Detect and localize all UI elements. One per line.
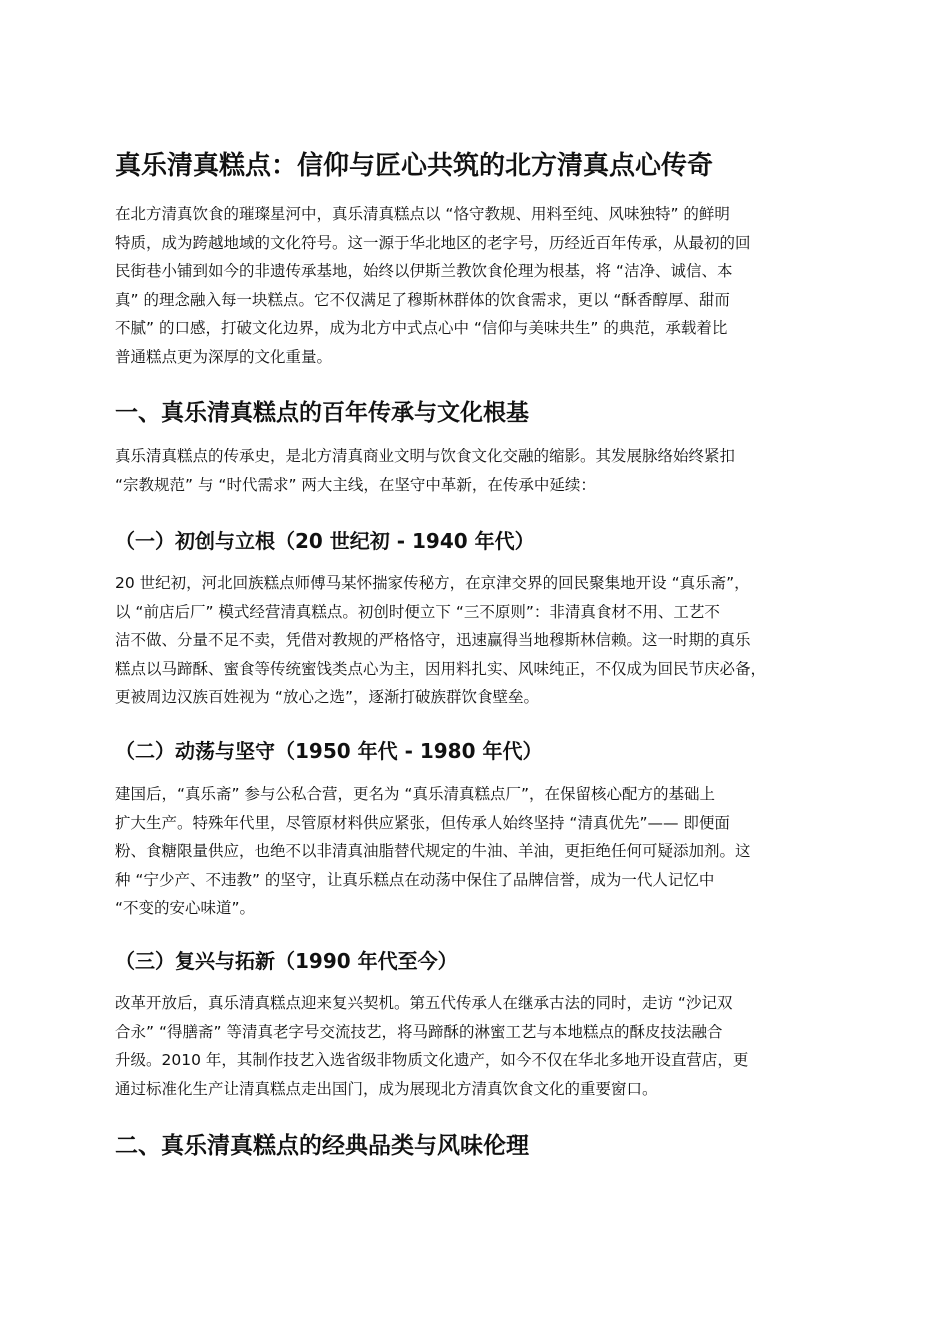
intro-line: 在北方清真饮食的璀璨星河中，真乐清真糕点以 “恪守教规、用料至纯、风味独特” 的鲜明 — [115, 205, 730, 223]
intro-line: 真” 的理念融入每一块糕点。它不仅满足了穆斯林群体的饮食需求，更以 “酥香醇厚、甜而 — [115, 290, 730, 309]
subsection-3-line: 合永” “得膳斋” 等清真老字号交流技艺，将马蹄酥的淋蜜工艺与本地糕点的酥皮技法融合 — [115, 1022, 723, 1041]
subsection-3-line: 升级。2010 年，其制作技艺入选省级非物质文化遗产，如今不仅在华北多地开设直营店，更 — [115, 1051, 749, 1069]
section-1-line: “宗教规范” 与 “时代需求” 两大主线，在坚守中革新，在传承中延续： — [115, 475, 596, 494]
subsection-2-line: 扩大生产。特殊年代里，尽管原材料供应紧张，但传承人始终坚持 “清真优先”—— 即便面 — [115, 813, 730, 832]
subsection-2-paragraph — [115, 780, 843, 923]
subsection-1-line: 以 “前店后厂” 模式经营清真糕点。初创时便立下 “三不原则”：非清真食材不用、工艺不 — [115, 602, 720, 621]
intro-line: 特质，成为跨越地域的文化符号。这一源于华北地区的老字号，历经近百年传承，从最初的回 — [115, 233, 751, 252]
subsection-1-line: 20 世纪初，河北回族糕点师傅马某怀揣家传秘方，在京津交界的回民聚集地开设 “真乐斋”， — [115, 574, 750, 592]
intro-paragraph — [115, 200, 843, 371]
subsection-2-line: 粉、食糖限量供应，也绝不以非清真油脂替代规定的牛油、羊油，更拒绝任何可疑添加剂。这 — [115, 842, 751, 860]
subsection-2-line: 种 “宁少产、不违教” 的坚守，让真乐糕点在动荡中保住了品牌信誉，成为一代人记忆中 — [115, 870, 715, 889]
intro-line: 不腻” 的口感，打破文化边界，成为北方中式点心中 “信仰与美味共生” 的典范，承载着比 — [115, 319, 728, 337]
subsection-2-line: “不变的安心味道”。 — [115, 899, 256, 917]
section-1-line: 真乐清真糕点的传承史，是北方清真商业文明与饮食文化交融的缩影。其发展脉络始终紧扣 — [115, 447, 736, 465]
subsection-1-paragraph — [115, 569, 843, 712]
subsection-3-line: 通过标准化生产让清真糕点走出国门，成为展现北方清真饮食文化的重要窗口。 — [115, 1079, 658, 1098]
subsection-1-line: 更被周边汉族百姓视为 “放心之选”，逐渐打破族群饮食壁垒。 — [115, 688, 539, 706]
section-1-heading: 一、真乐清真糕点的百年传承与文化根基 — [115, 400, 529, 426]
subsection-3-heading: （三）复兴与拓新（1990 年代至今） — [115, 949, 458, 973]
intro-line: 普通糕点更为深厚的文化重量。 — [115, 347, 333, 366]
document-title: 真乐清真糕点：信仰与匠心共筑的北方清真点心传奇 — [115, 151, 714, 181]
subsection-3-paragraph — [115, 989, 843, 1103]
subsection-1-line: 洁不做、分量不足不卖，凭借对教规的严格恪守，迅速赢得当地穆斯林信赖。这一时期的真乐 — [115, 631, 751, 649]
intro-line: 民街巷小铺到如今的非遗传承基地，始终以伊斯兰教饮食伦理为根基，将 “洁净、诚信、本 — [115, 262, 733, 280]
subsection-2-line: 建国后，“真乐斋” 参与公私合营，更名为 “真乐清真糕点厂”，在保留核心配方的基础上 — [115, 785, 715, 803]
section-2-heading: 二、真乐清真糕点的经典品类与风味伦理 — [115, 1133, 529, 1159]
subsection-1-heading: （一）初创与立根（20 世纪初 - 1940 年代） — [115, 529, 535, 553]
subsection-1-line: 糕点以马蹄酥、蜜食等传统蜜饯类点心为主，因用料扎实、风味纯正，不仅成为回民节庆必备， — [115, 659, 767, 678]
subsection-3-line: 改革开放后，真乐清真糕点迎来复兴契机。第五代传承人在继承古法的同时，走访 “沙记双 — [115, 994, 733, 1012]
subsection-2-heading: （二）动荡与坚守（1950 年代 - 1980 年代） — [115, 739, 543, 763]
section-1-paragraph — [115, 442, 843, 499]
